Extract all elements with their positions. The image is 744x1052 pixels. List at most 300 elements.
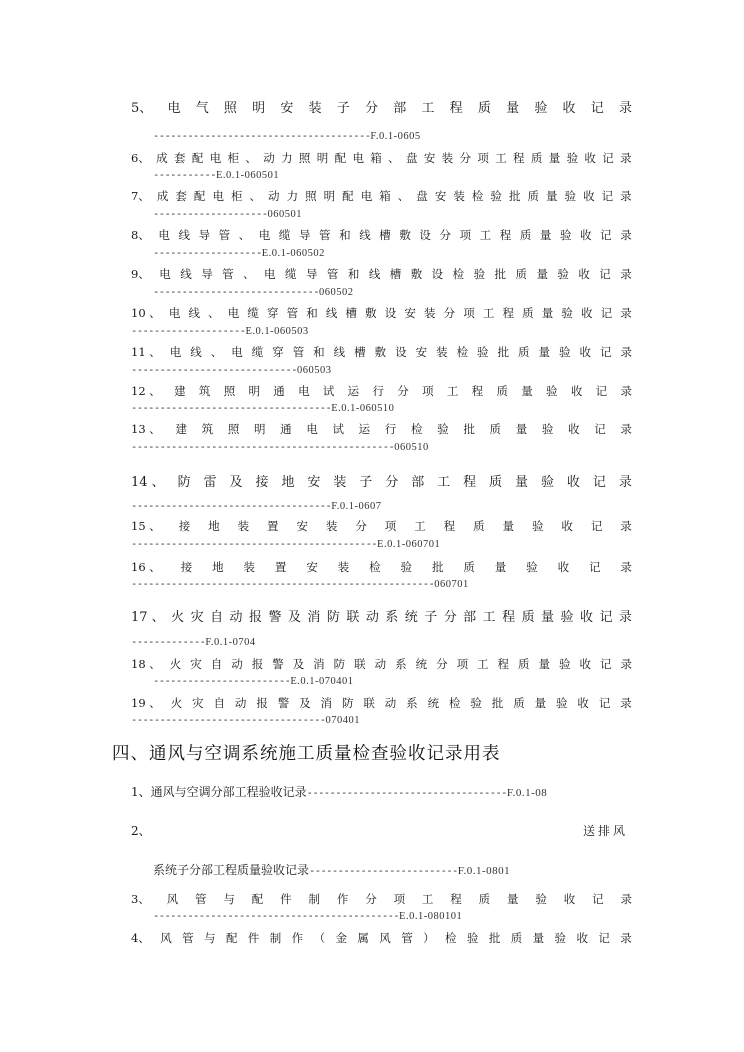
- title-char: 安: [307, 475, 321, 490]
- title-char: 与: [204, 931, 216, 945]
- title-char: 验: [564, 189, 577, 203]
- title-char: 统: [415, 657, 428, 671]
- leader-dashes: --------------------------------------: [153, 130, 371, 142]
- title-char: 质: [489, 422, 502, 436]
- title-char: 柜: [230, 189, 243, 203]
- title-char: 线: [325, 306, 338, 320]
- title-char: 批: [497, 345, 510, 359]
- title-char: 制: [269, 931, 282, 945]
- title-char: 统: [404, 610, 418, 625]
- title-char: 配: [193, 189, 206, 203]
- title-char: 电: [306, 422, 318, 436]
- title-char: 录: [620, 560, 632, 574]
- record-item-title: [131, 383, 632, 399]
- title-char: 配: [251, 892, 264, 906]
- title-char: （: [313, 931, 326, 945]
- title-char: 录: [618, 101, 632, 116]
- leader-dashes: -----------------------------: [153, 286, 319, 298]
- title-char: 收: [581, 306, 593, 320]
- title-char: 录: [620, 892, 632, 906]
- title-char: 分: [385, 475, 399, 490]
- form-code: E.0.1-060502: [261, 248, 325, 259]
- form-code: E.0.1-060701: [377, 539, 441, 550]
- title-char: 质: [527, 189, 539, 203]
- title-char: 线: [180, 267, 192, 281]
- leader-dashes: --------------------: [153, 208, 268, 220]
- form-code: E.0.1-080101: [399, 911, 463, 922]
- title-char: 记: [590, 101, 604, 116]
- title-char: 配: [191, 151, 204, 165]
- title-char: 录: [620, 657, 632, 671]
- title-char: 量: [532, 931, 545, 945]
- title-char: 验: [554, 931, 567, 945]
- title-char: 气: [195, 101, 209, 116]
- form-code: 060501: [267, 209, 302, 220]
- title-char: 及: [299, 696, 311, 710]
- title-char: 管: [195, 892, 207, 906]
- title-char: 系: [385, 610, 399, 625]
- title-char: 记: [599, 267, 611, 281]
- form-code: E.0.1-060503: [245, 326, 309, 337]
- title-char: 电: [159, 267, 171, 281]
- item-number: 13 、: [131, 422, 161, 436]
- item-number: 4、: [131, 931, 150, 945]
- leader-dashes: ------------------------: [153, 675, 291, 687]
- leader-dashes: -----------: [153, 169, 216, 181]
- title-char: 工: [446, 384, 459, 398]
- leader-dashes: -----------------------------------: [306, 787, 507, 799]
- title-char: 分: [459, 151, 472, 165]
- title-char: 程: [449, 101, 463, 116]
- title-char: 照: [298, 151, 311, 165]
- title-char: 灾: [190, 610, 204, 625]
- title-char: 录: [620, 306, 632, 320]
- title-char: 接: [180, 560, 193, 574]
- item-number: 17 、: [131, 610, 165, 625]
- form-code: 070401: [325, 715, 361, 726]
- title-char: 明: [253, 422, 266, 436]
- title-char: 缆: [278, 228, 291, 242]
- title-char: 、: [243, 267, 255, 281]
- title-char: 金: [335, 931, 347, 945]
- title-char: 、: [210, 345, 223, 359]
- title-char: 配: [225, 931, 238, 945]
- title-char: 报: [249, 610, 263, 625]
- record-item-title: [131, 344, 632, 360]
- title-char: 消: [320, 696, 333, 710]
- title-char: 灾: [190, 657, 202, 671]
- title-char: 电: [168, 306, 181, 320]
- title-char: 分: [365, 101, 379, 116]
- title-char: 自: [210, 610, 224, 625]
- title-char: 系: [406, 696, 418, 710]
- leader-dashes: -------------------: [153, 247, 262, 259]
- title-char: 项: [393, 892, 406, 906]
- title-char: 安: [296, 519, 308, 533]
- title-char: 动: [229, 610, 243, 625]
- title-char: 检: [456, 345, 469, 359]
- title-char: 管: [218, 228, 231, 242]
- title-char: 件: [280, 892, 292, 906]
- title-char: 分: [365, 892, 377, 906]
- title-char: 风: [166, 892, 179, 906]
- item-text-tail: 送排风: [583, 824, 629, 838]
- title-char: 管: [182, 931, 194, 945]
- title-char: 力: [286, 189, 299, 203]
- title-char: 槽: [379, 228, 391, 242]
- item-text: 系统子分部工程质量验收记录: [153, 863, 310, 877]
- title-char: 收: [576, 931, 588, 945]
- title-char: 检: [369, 560, 381, 574]
- title-char: 动: [234, 696, 247, 710]
- title-char: 试: [332, 422, 344, 436]
- title-char: 管: [401, 931, 413, 945]
- title-char: 分: [443, 306, 456, 320]
- title-char: 照: [223, 384, 236, 398]
- title-char: 验: [477, 345, 489, 359]
- title-char: 明: [316, 151, 329, 165]
- title-char: 线: [190, 345, 202, 359]
- title-char: 配: [342, 189, 354, 203]
- title-char: 雷: [203, 475, 217, 490]
- title-char: 电: [298, 384, 310, 398]
- title-char: 置: [267, 519, 279, 533]
- title-char: 收: [583, 189, 595, 203]
- title-char: 收: [584, 151, 596, 165]
- title-char: 消: [307, 610, 321, 625]
- title-char: 量: [515, 422, 528, 436]
- title-char: 程: [463, 475, 477, 490]
- leader-dashes: -----------------------------------: [131, 402, 332, 414]
- title-char: 质: [513, 696, 525, 710]
- title-char: 记: [599, 610, 613, 625]
- title-char: 记: [598, 931, 610, 945]
- title-char: 记: [600, 306, 613, 320]
- record-item-code: [131, 538, 440, 550]
- item-number: 11 、: [131, 345, 161, 359]
- title-char: 管: [286, 306, 299, 320]
- record-item-code: [153, 130, 421, 142]
- title-char: 量: [536, 267, 548, 281]
- title-char: 分: [436, 657, 448, 671]
- record-item-code: [131, 364, 331, 376]
- item-number: 9、: [131, 267, 150, 281]
- record-item-title: [131, 97, 632, 116]
- title-char: 盘: [416, 189, 428, 203]
- title-char: 质: [478, 892, 491, 906]
- title-char: 验: [437, 422, 449, 436]
- title-char: 检: [471, 189, 484, 203]
- title-char: 及: [287, 610, 301, 625]
- title-char: 线: [178, 228, 190, 242]
- title-char: 量: [507, 892, 519, 906]
- title-char: 工: [437, 475, 451, 490]
- title-char: 量: [515, 475, 529, 490]
- title-char: 电: [352, 151, 364, 165]
- form-code: 060502: [318, 287, 354, 298]
- title-char: 工: [421, 101, 435, 116]
- title-char: 防: [177, 475, 191, 490]
- title-char: 和: [347, 267, 360, 281]
- record-item-code: [153, 247, 325, 259]
- title-char: 收: [579, 657, 591, 671]
- form-code: 060701: [434, 579, 469, 590]
- title-char: 报: [251, 657, 264, 671]
- record-item-title: [131, 656, 632, 672]
- title-char: 照: [223, 101, 237, 116]
- title-char: 线: [359, 228, 371, 242]
- title-char: 安: [306, 560, 318, 574]
- record-item-code: [131, 441, 429, 453]
- title-char: 量: [506, 101, 520, 116]
- title-char: 验: [540, 475, 554, 490]
- form-code: F.0.1-0607: [331, 501, 382, 512]
- title-char: 录: [620, 151, 632, 165]
- title-char: 录: [620, 228, 632, 242]
- title-char: 管: [292, 345, 305, 359]
- title-char: 收: [578, 267, 590, 281]
- title-char: 收: [566, 475, 580, 490]
- title-char: 检: [452, 267, 465, 281]
- title-char: 质: [530, 151, 543, 165]
- title-char: 照: [305, 189, 317, 203]
- title-char: 程: [443, 519, 456, 533]
- title-char: 检: [448, 696, 461, 710]
- title-char: 分: [439, 228, 451, 242]
- title-char: 线: [368, 267, 381, 281]
- title-char: 设: [431, 267, 444, 281]
- title-char: 电: [158, 228, 170, 242]
- title-char: 明: [252, 101, 266, 116]
- title-char: 安: [434, 189, 447, 203]
- record-item-title: [131, 150, 632, 166]
- title-char: 质: [496, 384, 508, 398]
- title-char: 收: [562, 101, 576, 116]
- title-char: 作: [336, 892, 349, 906]
- form-code: F.0.1-0801: [457, 865, 511, 877]
- title-char: 收: [563, 892, 576, 906]
- title-char: 风: [379, 931, 391, 945]
- title-char: 量: [534, 696, 547, 710]
- title-char: 质: [522, 306, 534, 320]
- title-char: 联: [346, 610, 360, 625]
- title-char: 、: [388, 151, 400, 165]
- title-char: 穿: [267, 306, 279, 320]
- title-char: 灾: [192, 696, 204, 710]
- title-char: 火: [170, 696, 183, 710]
- title-char: 属: [357, 931, 369, 945]
- title-char: 电: [360, 189, 373, 203]
- record-item-code: [153, 169, 279, 181]
- record-item-title: [131, 266, 632, 282]
- title-char: 录: [620, 189, 632, 203]
- title-char: 质: [463, 560, 475, 574]
- title-char: 缆: [251, 345, 264, 359]
- title-char: 工: [495, 151, 507, 165]
- title-char: 收: [557, 560, 570, 574]
- title-char: 程: [502, 610, 516, 625]
- title-char: 套: [174, 151, 186, 165]
- record-item-title: [131, 305, 632, 321]
- item-number: 19 、: [131, 696, 161, 710]
- leader-dashes: -----------------------------: [131, 364, 297, 376]
- title-char: 验: [566, 151, 579, 165]
- title-char: 槽: [354, 345, 366, 359]
- title-char: 记: [599, 657, 612, 671]
- title-char: 批: [508, 189, 521, 203]
- title-char: 验: [541, 422, 554, 436]
- title-char: 装: [237, 519, 250, 533]
- record-item-code: [131, 636, 256, 648]
- record-item-title: [131, 421, 632, 437]
- title-char: 装: [441, 151, 454, 165]
- section4-item-2: [153, 861, 510, 878]
- title-char: 地: [281, 475, 295, 490]
- title-char: 验: [490, 189, 502, 203]
- section4-item-3-code: [153, 910, 462, 922]
- title-char: 筑: [201, 422, 214, 436]
- title-char: 程: [502, 306, 515, 320]
- form-code: F.0.1-0704: [205, 637, 256, 648]
- item-number: 10 、: [131, 306, 161, 320]
- title-char: 地: [208, 519, 220, 533]
- title-char: 记: [592, 892, 604, 906]
- leader-dashes: --------------------------: [309, 865, 458, 877]
- title-char: 录: [620, 931, 632, 945]
- title-char: 质: [473, 519, 485, 533]
- item-number: 7、: [131, 189, 150, 203]
- title-char: 项: [463, 306, 475, 320]
- title-char: 地: [212, 560, 224, 574]
- title-char: 验: [534, 101, 548, 116]
- title-char: 程: [499, 228, 512, 242]
- section-heading: 四、通风与空调系统施工质量检查验收记录用表: [112, 744, 501, 764]
- title-char: 质: [521, 610, 535, 625]
- title-char: 设: [384, 306, 397, 320]
- title-char: 检: [411, 422, 423, 436]
- title-char: 程: [497, 657, 510, 671]
- title-char: 统: [427, 696, 440, 710]
- title-char: 记: [594, 422, 606, 436]
- title-char: 子: [424, 610, 438, 625]
- title-char: 量: [502, 519, 515, 533]
- title-char: 收: [577, 696, 589, 710]
- title-char: 验: [560, 610, 574, 625]
- record-item-code: [131, 714, 360, 726]
- title-char: 子: [359, 475, 373, 490]
- title-char: 批: [488, 931, 501, 945]
- item-number: 8、: [131, 228, 150, 242]
- title-char: 工: [421, 892, 434, 906]
- title-char: 部: [411, 475, 425, 490]
- title-char: 通: [280, 422, 292, 436]
- title-char: 量: [541, 610, 555, 625]
- title-char: 量: [521, 384, 533, 398]
- title-char: 置: [274, 560, 287, 574]
- title-char: 系: [395, 657, 407, 671]
- record-item-title: [131, 188, 632, 204]
- title-char: 动: [384, 696, 397, 710]
- title-char: 装: [337, 560, 350, 574]
- title-char: 质: [515, 267, 527, 281]
- item-number: 15 、: [131, 519, 161, 533]
- leader-dashes: -------------------------------------------: [131, 538, 378, 550]
- title-char: 装: [243, 560, 256, 574]
- title-char: 与: [223, 892, 235, 906]
- title-char: 收: [570, 384, 583, 398]
- title-char: 记: [602, 151, 614, 165]
- title-char: 装: [325, 519, 338, 533]
- section4-item-4-title: [131, 930, 632, 946]
- title-char: 录: [620, 384, 632, 398]
- title-char: 工: [482, 610, 496, 625]
- record-item-title: [131, 227, 632, 243]
- title-char: 线: [188, 306, 201, 320]
- title-char: 导: [305, 267, 318, 281]
- title-char: 记: [592, 475, 606, 490]
- title-char: 量: [548, 151, 561, 165]
- item-number: 18 、: [131, 657, 161, 671]
- title-char: ）: [423, 931, 435, 945]
- title-char: 建: [175, 422, 187, 436]
- title-char: 制: [308, 892, 320, 906]
- title-char: 录: [620, 519, 632, 533]
- item-number: 2、: [131, 824, 151, 838]
- title-char: 电: [227, 306, 240, 320]
- title-char: 质: [519, 228, 532, 242]
- title-char: 项: [477, 151, 489, 165]
- title-char: 火: [171, 610, 185, 625]
- title-char: 和: [306, 306, 318, 320]
- record-item-code: [153, 286, 353, 298]
- title-char: 装: [308, 101, 322, 116]
- form-code: E.0.1-070401: [290, 676, 354, 687]
- title-char: 项: [422, 384, 434, 398]
- title-char: 收: [561, 519, 573, 533]
- title-char: 录: [620, 696, 632, 710]
- title-char: 联: [363, 696, 375, 710]
- record-item-title: [131, 559, 632, 575]
- title-char: 警: [272, 657, 284, 671]
- title-char: 明: [248, 384, 260, 398]
- title-char: 批: [494, 267, 507, 281]
- title-char: 行: [372, 384, 384, 398]
- title-char: 程: [471, 384, 484, 398]
- title-char: 盘: [405, 151, 418, 165]
- title-char: 力: [281, 151, 293, 165]
- leader-dashes: ----------------------------------------------: [131, 441, 395, 453]
- title-char: 验: [557, 267, 569, 281]
- title-char: 分: [397, 384, 409, 398]
- section4-item-1: [131, 783, 547, 800]
- title-char: 接: [255, 475, 269, 490]
- title-char: 收: [580, 228, 592, 242]
- title-char: 配: [334, 151, 347, 165]
- title-char: 电: [258, 228, 271, 242]
- title-char: 自: [213, 696, 226, 710]
- section4-item-3-title: [131, 891, 632, 907]
- title-char: 管: [326, 267, 339, 281]
- title-char: 行: [384, 422, 397, 436]
- title-char: 槽: [389, 267, 402, 281]
- title-char: 导: [298, 228, 311, 242]
- title-char: 防: [326, 610, 340, 625]
- title-char: 质: [477, 101, 491, 116]
- leader-dashes: --------------------: [131, 325, 246, 337]
- title-char: 穿: [272, 345, 284, 359]
- form-code: F.0.1-0605: [370, 131, 421, 142]
- title-char: 装: [453, 189, 465, 203]
